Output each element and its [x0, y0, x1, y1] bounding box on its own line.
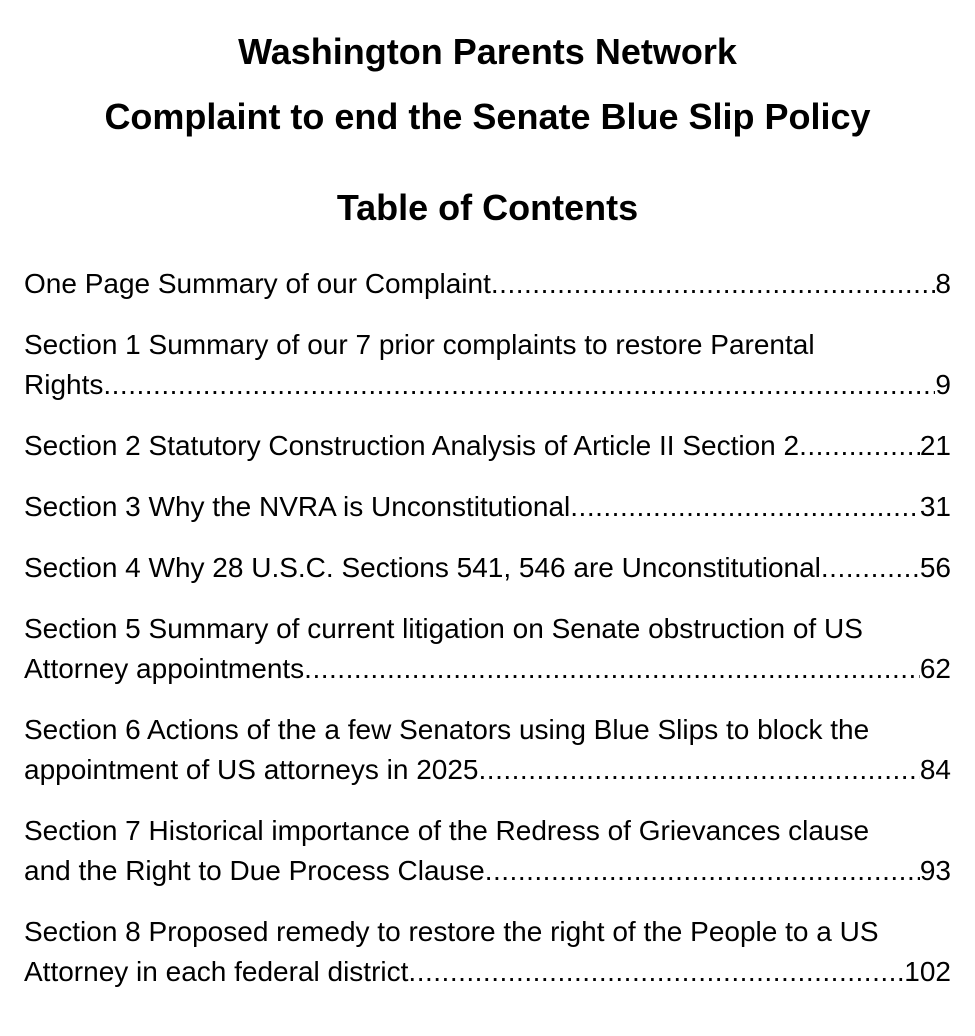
table-of-contents — [24, 264, 951, 992]
toc-entry-title: Section 2 Statutory Construction Analysis of Article II Section 2 — [24, 430, 800, 461]
toc-entry-title: Section 4 Why 28 U.S.C. Sections 541, 546 are Unconstitutional — [24, 552, 821, 583]
toc-leader-dots — [408, 952, 904, 992]
toc-entry-line — [24, 548, 951, 588]
toc-leader-dots — [304, 649, 920, 689]
toc-heading: Table of Contents — [336, 187, 639, 228]
toc-page-number: 9 — [935, 369, 951, 400]
toc-leader-dots — [799, 426, 920, 466]
toc-entry-line — [24, 365, 951, 405]
toc-page-number: 56 — [919, 552, 951, 583]
toc-page-number: 8 — [935, 268, 951, 299]
toc-page-number: 93 — [919, 855, 951, 886]
toc-page-number: 84 — [919, 754, 951, 785]
toc-entry-section-5[interactable] — [24, 609, 951, 689]
toc-entry-title: Attorney appointments — [24, 653, 305, 684]
document-title: Complaint to end the Senate Blue Slip Policy — [104, 96, 871, 137]
toc-entry-title: One Page Summary of our Complaint — [24, 268, 491, 299]
toc-entry-title: appointment of US attorneys in 2025 — [24, 754, 479, 785]
toc-entry-line — [24, 649, 951, 689]
toc-entry-title: and the Right to Due Process Clause — [24, 855, 485, 886]
toc-entry-section-7[interactable] — [24, 811, 951, 891]
toc-leader-dots — [491, 264, 936, 304]
toc-entry-section-6[interactable] — [24, 710, 951, 790]
toc-entry-section-4[interactable] — [24, 548, 951, 588]
toc-entry-line — [24, 426, 951, 466]
toc-page-number: 102 — [904, 956, 951, 987]
toc-entry-title: Rights — [24, 369, 104, 400]
toc-page-number: 31 — [919, 491, 951, 522]
toc-entry-line — [24, 264, 951, 304]
toc-entry-title: Attorney in each federal district — [24, 956, 409, 987]
toc-entry-section-1[interactable] — [24, 325, 951, 405]
toc-page-number: 62 — [919, 653, 951, 684]
toc-page-number: 21 — [919, 430, 951, 461]
toc-leader-dots — [570, 487, 920, 527]
toc-entry-line — [24, 952, 951, 992]
toc-leader-dots — [485, 851, 920, 891]
toc-entry-title-first-line: Section 7 Historical importance of the Redress of Grievances clause — [24, 815, 870, 846]
toc-entry-title-first-line: Section 1 Summary of our 7 prior complaints to restore Parental — [24, 329, 815, 360]
toc-entry-title: Section 3 Why the NVRA is Unconstitutional — [24, 491, 571, 522]
toc-entry-title-first-line: Section 5 Summary of current litigation on Senate obstruction of US — [24, 613, 863, 644]
toc-leader-dots — [103, 365, 935, 405]
toc-entry-section-2[interactable] — [24, 426, 951, 466]
toc-entry-section-8[interactable] — [24, 912, 951, 992]
toc-leader-dots — [821, 548, 920, 588]
toc-leader-dots — [479, 750, 920, 790]
organization-title: Washington Parents Network — [238, 31, 737, 72]
toc-entry-summary[interactable] — [24, 264, 951, 304]
toc-entry-line — [24, 487, 951, 527]
toc-entry-line — [24, 750, 951, 790]
toc-entry-line — [24, 851, 951, 891]
toc-entry-title-first-line: Section 8 Proposed remedy to restore the right of the People to a US — [24, 916, 879, 947]
toc-entry-title-first-line: Section 6 Actions of the a few Senators using Blue Slips to block the — [24, 714, 870, 745]
toc-entry-section-3[interactable] — [24, 487, 951, 527]
